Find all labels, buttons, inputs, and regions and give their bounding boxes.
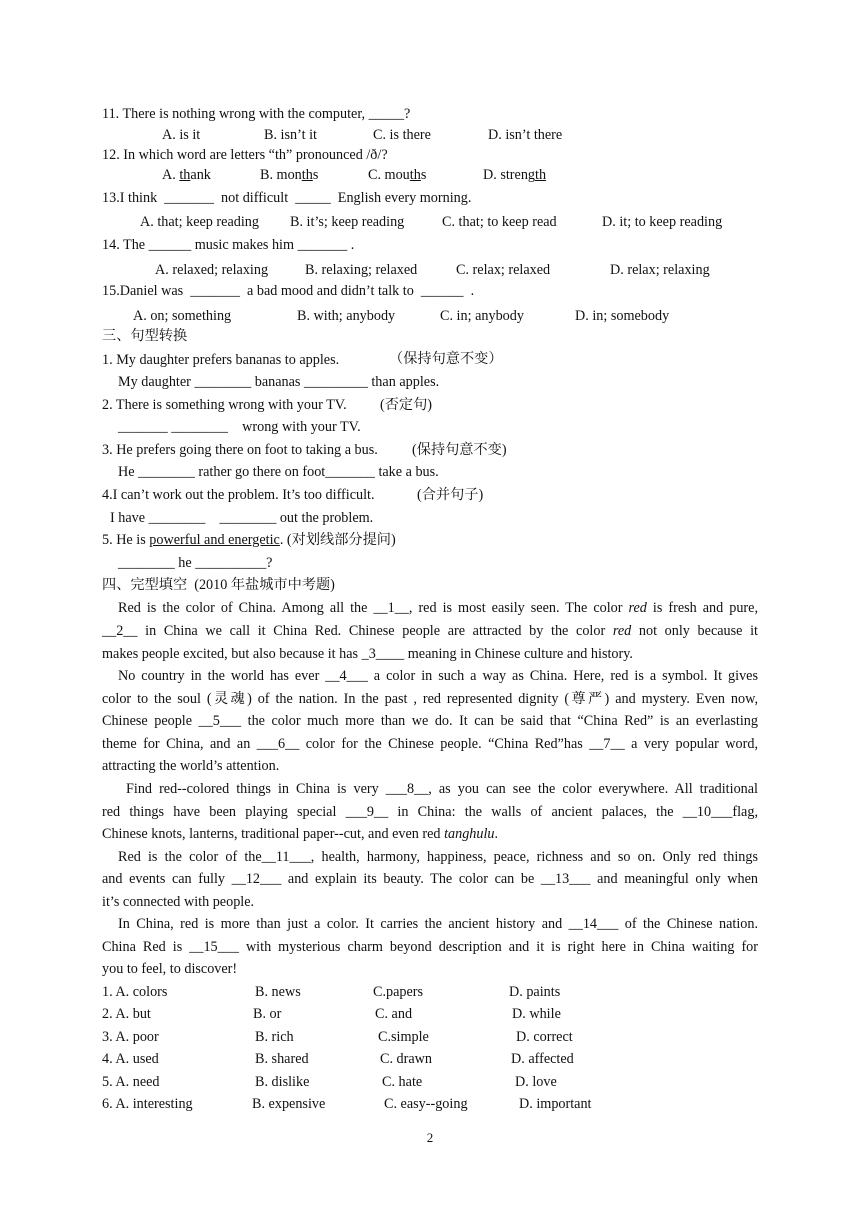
cloze-p2-line-2: color to the soul (灵魂) of the nation. In the past , red represented dignity (尊严) and mystery. Even now, <box>102 691 758 707</box>
cloze-option-6a: 6. A. interesting <box>102 1096 193 1112</box>
q11-option-c: C. is there <box>373 127 431 143</box>
cloze-option-4b: B. shared <box>255 1051 309 1067</box>
cloze-option-3a: 3. A. poor <box>102 1029 159 1045</box>
cloze-option-5c: C. hate <box>382 1074 423 1090</box>
q11-option-d: D. isn’t there <box>488 127 563 143</box>
transform-1: 1. My daughter prefers bananas to apples. <box>102 352 340 368</box>
q14-option-b: B. relaxing; relaxed <box>305 262 418 278</box>
q12-option-c: C. mouths <box>368 167 427 183</box>
q13-option-c: C. that; to keep read <box>442 214 557 230</box>
transform-5: 5. He is powerful and energetic. (对划线部分提问) <box>102 532 396 548</box>
q13-option-d: D. it; to keep reading <box>602 214 723 230</box>
cloze-p1-line-2: __2__ in China we call it China Red. Chinese people are attracted by the color red not only because it <box>102 623 758 639</box>
transform-5-answer: ________ he __________? <box>118 555 273 571</box>
section-3-heading: 三、句型转换 <box>102 328 188 344</box>
q11-option-b: B. isn’t it <box>264 127 317 143</box>
cloze-option-6d: D. important <box>519 1096 592 1112</box>
cloze-option-4d: D. affected <box>511 1051 574 1067</box>
cloze-option-3c: C.simple <box>378 1029 429 1045</box>
cloze-p2-line-3: Chinese people __5___ the color much more than we do. It can be said that “China Red” is an everlasting <box>102 713 758 729</box>
cloze-p2-line-4: theme for China, and an ___6__ color for the Chinese people. “China Red”has __7__ a very popular word, <box>102 736 758 752</box>
transform-2-answer: _______ ________ wrong with your TV. <box>118 419 361 435</box>
cloze-p5-line-1: In China, red is more than just a color. It carries the ancient history and __14___ of the Chinese nation. <box>118 916 758 932</box>
transform-4-note: (合并句子) <box>417 487 484 503</box>
q15-option-c: C. in; anybody <box>440 308 524 324</box>
cloze-option-5b: B. dislike <box>255 1074 310 1090</box>
q13-option-a: A. that; keep reading <box>140 214 259 230</box>
cloze-p3-line-3: Chinese knots, lanterns, traditional paper--cut, and even red tanghulu. <box>102 826 499 842</box>
cloze-option-1b: B. news <box>255 984 301 1000</box>
cloze-p1-line-3: makes people excited, but also because it has _3____ meaning in Chinese culture and history. <box>102 646 633 662</box>
q13-option-b: B. it’s; keep reading <box>290 214 405 230</box>
cloze-p2-line-1: No country in the world has ever __4___ a color in such a way as China. Here, red is a symbol. It gives <box>118 668 758 684</box>
cloze-p5-line-3: you to feel, to discover! <box>102 961 238 977</box>
question-14: 14. The ______ music makes him _______ . <box>102 237 355 253</box>
cloze-option-4a: 4. A. used <box>102 1051 159 1067</box>
cloze-option-3d: D. correct <box>516 1029 573 1045</box>
cloze-p3-line-1: Find red--colored things in China is very ___8__, as you can see the color everywhere. All traditional <box>126 781 758 797</box>
transform-3: 3. He prefers going there on foot to taking a bus. <box>102 442 378 458</box>
cloze-option-5d: D. love <box>515 1074 557 1090</box>
cloze-option-1d: D. paints <box>509 984 561 1000</box>
page-number: 2 <box>426 1130 434 1145</box>
cloze-p1-line-1: Red is the color of China. Among all the __1__, red is most easily seen. The color red is fresh and pure, <box>118 600 758 616</box>
q15-option-d: D. in; somebody <box>575 308 670 324</box>
cloze-option-1c: C.papers <box>373 984 424 1000</box>
q12-option-a: A. thank <box>162 167 211 183</box>
underlined-phrase: powerful and energetic <box>149 532 280 548</box>
q12-option-d: D. strength <box>483 167 547 183</box>
cloze-p3-line-2: red things have been playing special ___9__ in China: the walls of ancient palaces, the __10___flag, <box>102 804 758 820</box>
q11-option-a: A. is it <box>162 127 201 143</box>
cloze-option-5a: 5. A. need <box>102 1074 160 1090</box>
q14-option-c: C. relax; relaxed <box>456 262 551 278</box>
cloze-option-2a: 2. A. but <box>102 1006 151 1022</box>
section-4-heading: 四、完型填空 (2010 年盐城市中考题) <box>102 577 335 593</box>
cloze-option-2c: C. and <box>375 1006 413 1022</box>
cloze-p4-line-3: it’s connected with people. <box>102 894 255 910</box>
question-15: 15.Daniel was _______ a bad mood and didn’t talk to ______ . <box>102 283 475 299</box>
cloze-option-2b: B. or <box>253 1006 282 1022</box>
transform-2-note: (否定句) <box>380 397 433 413</box>
question-11: 11. There is nothing wrong with the computer, _____? <box>102 106 411 122</box>
transform-4-answer: I have ________ ________ out the problem. <box>110 510 374 526</box>
transform-3-note: (保持句意不变) <box>412 442 507 458</box>
cloze-p4-line-1: Red is the color of the__11___, health, harmony, happiness, peace, richness and so on. Only red things <box>118 849 758 865</box>
q14-option-d: D. relax; relaxing <box>610 262 710 278</box>
question-13: 13.I think _______ not difficult _____ English every morning. <box>102 190 472 206</box>
cloze-p2-line-5: attracting the world’s attention. <box>102 758 280 774</box>
cloze-option-1a: 1. A. colors <box>102 984 168 1000</box>
q14-option-a: A. relaxed; relaxing <box>155 262 269 278</box>
transform-2: 2. There is something wrong with your TV. <box>102 397 347 413</box>
transform-4: 4.I can’t work out the problem. It’s too difficult. <box>102 487 375 503</box>
transform-3-answer: He ________ rather go there on foot_______ take a bus. <box>118 464 439 480</box>
cloze-p5-line-2: China Red is __15___ with mysterious charm beyond description and it is right here in China waiting for <box>102 939 758 955</box>
transform-1-answer: My daughter ________ bananas _________ than apples. <box>118 374 440 390</box>
transform-1-note: （保持句意不变） <box>389 351 503 367</box>
cloze-option-3b: B. rich <box>255 1029 294 1045</box>
cloze-p4-line-2: and events can fully __12___ and explain its beauty. The color can be __13___ and meaningful only when <box>102 871 758 887</box>
q15-option-b: B. with; anybody <box>297 308 396 324</box>
cloze-option-6b: B. expensive <box>252 1096 326 1112</box>
question-12: 12. In which word are letters “th” pronounced /ð/? <box>102 147 388 163</box>
q12-option-b: B. months <box>260 167 319 183</box>
cloze-option-4c: C. drawn <box>380 1051 433 1067</box>
cloze-option-6c: C. easy--going <box>384 1096 468 1112</box>
q15-option-a: A. on; something <box>133 308 232 324</box>
cloze-option-2d: D. while <box>512 1006 561 1022</box>
